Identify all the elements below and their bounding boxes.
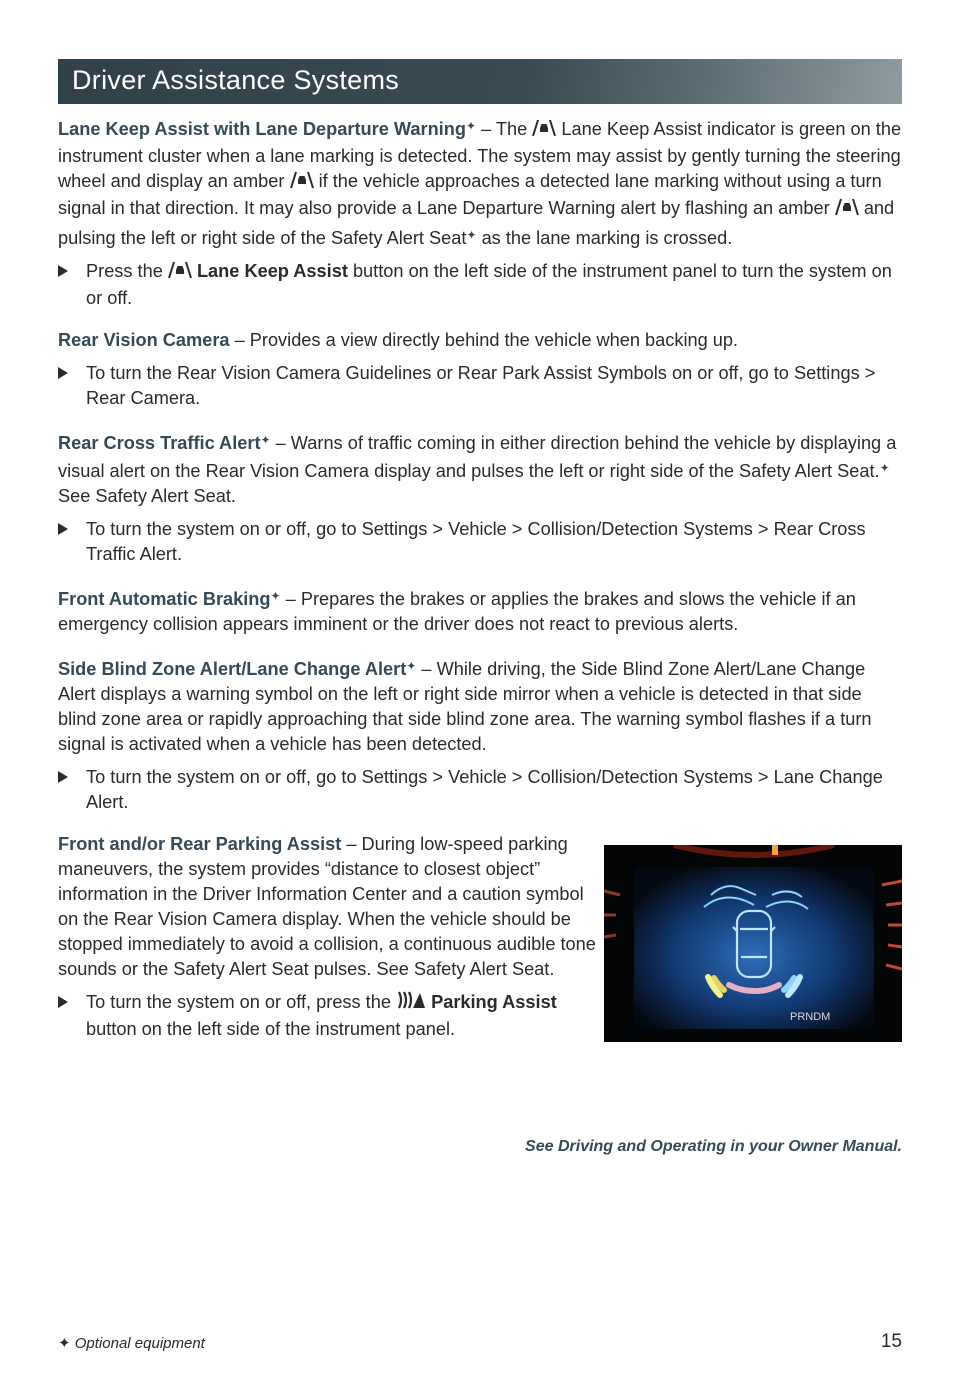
optional-mark: ✦ bbox=[406, 659, 417, 673]
lane-keep-assist-bullet: Press the Lane Keep Assist button on the left side of the instrument panel to turn the system on or off. bbox=[58, 259, 902, 311]
optional-mark: ✦ bbox=[260, 433, 271, 447]
parking-assist-icon bbox=[396, 990, 426, 1017]
parking-assist-text bbox=[58, 832, 598, 1042]
page-number: 15 bbox=[880, 1331, 902, 1352]
side-blind-zone-bullet: To turn the system on or off, go to Settings > Vehicle > Collision/Detection Systems > Lane Change Alert. bbox=[58, 765, 902, 815]
rear-cross-traffic-heading: Rear Cross Traffic Alert bbox=[58, 433, 261, 453]
lane-keep-assist-icon bbox=[290, 171, 314, 196]
front-automatic-braking-paragraph: Front Automatic Braking✦ – Prepares the brakes or applies the brakes and slows the vehicle if an emergency collision appears imminent or the driver does not react to previous alerts. bbox=[58, 589, 856, 634]
footnote-text: Optional equipment bbox=[74, 1335, 205, 1352]
front-automatic-braking-heading: Front Automatic Braking bbox=[58, 589, 271, 609]
parking-assist-heading: Front and/or Rear Parking Assist bbox=[58, 834, 342, 854]
content bbox=[58, 114, 902, 1059]
rear-vision-camera-heading: Rear Vision Camera bbox=[58, 330, 230, 350]
see-also-note: See Driving and Operating in your Owner Manual. bbox=[525, 1138, 902, 1155]
lane-keep-assist-icon bbox=[835, 198, 859, 223]
rear-cross-traffic-bullet: To turn the system on or off, go to Settings > Vehicle > Collision/Detection Systems > Rear Cross Traffic Alert. bbox=[58, 517, 902, 567]
rear-vision-camera-bullet: To turn the Rear Vision Camera Guidelines or Rear Park Assist Symbols on or off, go to Settings > Rear Camera. bbox=[58, 361, 902, 411]
lane-keep-assist-button-label: Lane Keep Assist bbox=[191, 261, 348, 281]
lane-keep-assist-icon bbox=[168, 261, 192, 286]
lane-keep-assist-icon bbox=[532, 119, 556, 144]
optional-mark: ✦ bbox=[465, 119, 477, 133]
rear-vision-camera-paragraph: Rear Vision Camera – Provides a view directly behind the vehicle when backing up. bbox=[58, 330, 739, 350]
bullet-arrow-icon bbox=[58, 523, 68, 535]
optional-mark: ✦ bbox=[58, 1335, 71, 1352]
optional-mark: ✦ bbox=[466, 228, 477, 242]
rear-cross-traffic-paragraph: Rear Cross Traffic Alert✦ – Warns of traffic coming in either direction behind the vehicle by displaying a visual alert on the Rear Vision Camera display and pulses the left or right side of the Safety Alert Seat.✦ See Safety Alert Seat. bbox=[58, 433, 897, 506]
parking-assist-display-photo bbox=[604, 845, 902, 1042]
bullet-arrow-icon bbox=[58, 367, 68, 379]
section-title: Driver Assistance Systems bbox=[72, 65, 400, 95]
section-header bbox=[58, 59, 902, 104]
gear-indicator: PRNDM bbox=[790, 1011, 831, 1023]
bullet-arrow-icon bbox=[58, 265, 68, 277]
parking-assist-section bbox=[58, 832, 902, 1042]
bullet-arrow-icon bbox=[58, 771, 68, 783]
side-blind-zone-heading: Side Blind Zone Alert/Lane Change Alert bbox=[58, 659, 407, 679]
lane-keep-assist-paragraph: Lane Keep Assist with Lane Departure Warning✦ – The Lane Keep Assist indicator is green on the instrument cluster when a lane marking is detected. The system may assist by gently turning the steering wheel and display an amber if the vehicle approaches a detected lane marking without using a turn signal in that direction. It may also provide a Lane Departure Warning alert by flashing an amber and pulsing the left or right side of the Safety Alert Seat✦ as the lane marking is crossed. bbox=[58, 119, 902, 248]
optional-mark: ✦ bbox=[270, 589, 281, 603]
parking-assist-button-label: Parking Assist bbox=[426, 992, 557, 1012]
lane-keep-assist-heading: Lane Keep Assist with Lane Departure Warning bbox=[58, 119, 466, 139]
parking-assist-bullet: To turn the system on or off, press the Parking Assist button on the left side of the instrument panel. bbox=[58, 990, 598, 1042]
side-blind-zone-paragraph: Side Blind Zone Alert/Lane Change Alert✦ – While driving, the Side Blind Zone Alert/Lane Change Alert displays a warning symbol on the left or right side mirror when a vehicle is detected in that side blind zone area or rapidly approaching that side blind zone area. The warning symbol flashes if a turn signal is activated when a vehicle has been detected. bbox=[58, 659, 872, 754]
bullet-arrow-icon bbox=[58, 996, 68, 1008]
optional-mark: ✦ bbox=[879, 461, 890, 475]
parking-assist-paragraph: Front and/or Rear Parking Assist – During low-speed parking maneuvers, the system provides “distance to closest object” information in the Driver Information Center and a caution symbol on the Rear Vision Camera display. When the vehicle should be stopped immediately to avoid a collision, a continuous audible tone sounds or the Safety Alert Seat pulses. See Safety Alert Seat. bbox=[58, 834, 596, 979]
footnote bbox=[58, 1334, 205, 1352]
